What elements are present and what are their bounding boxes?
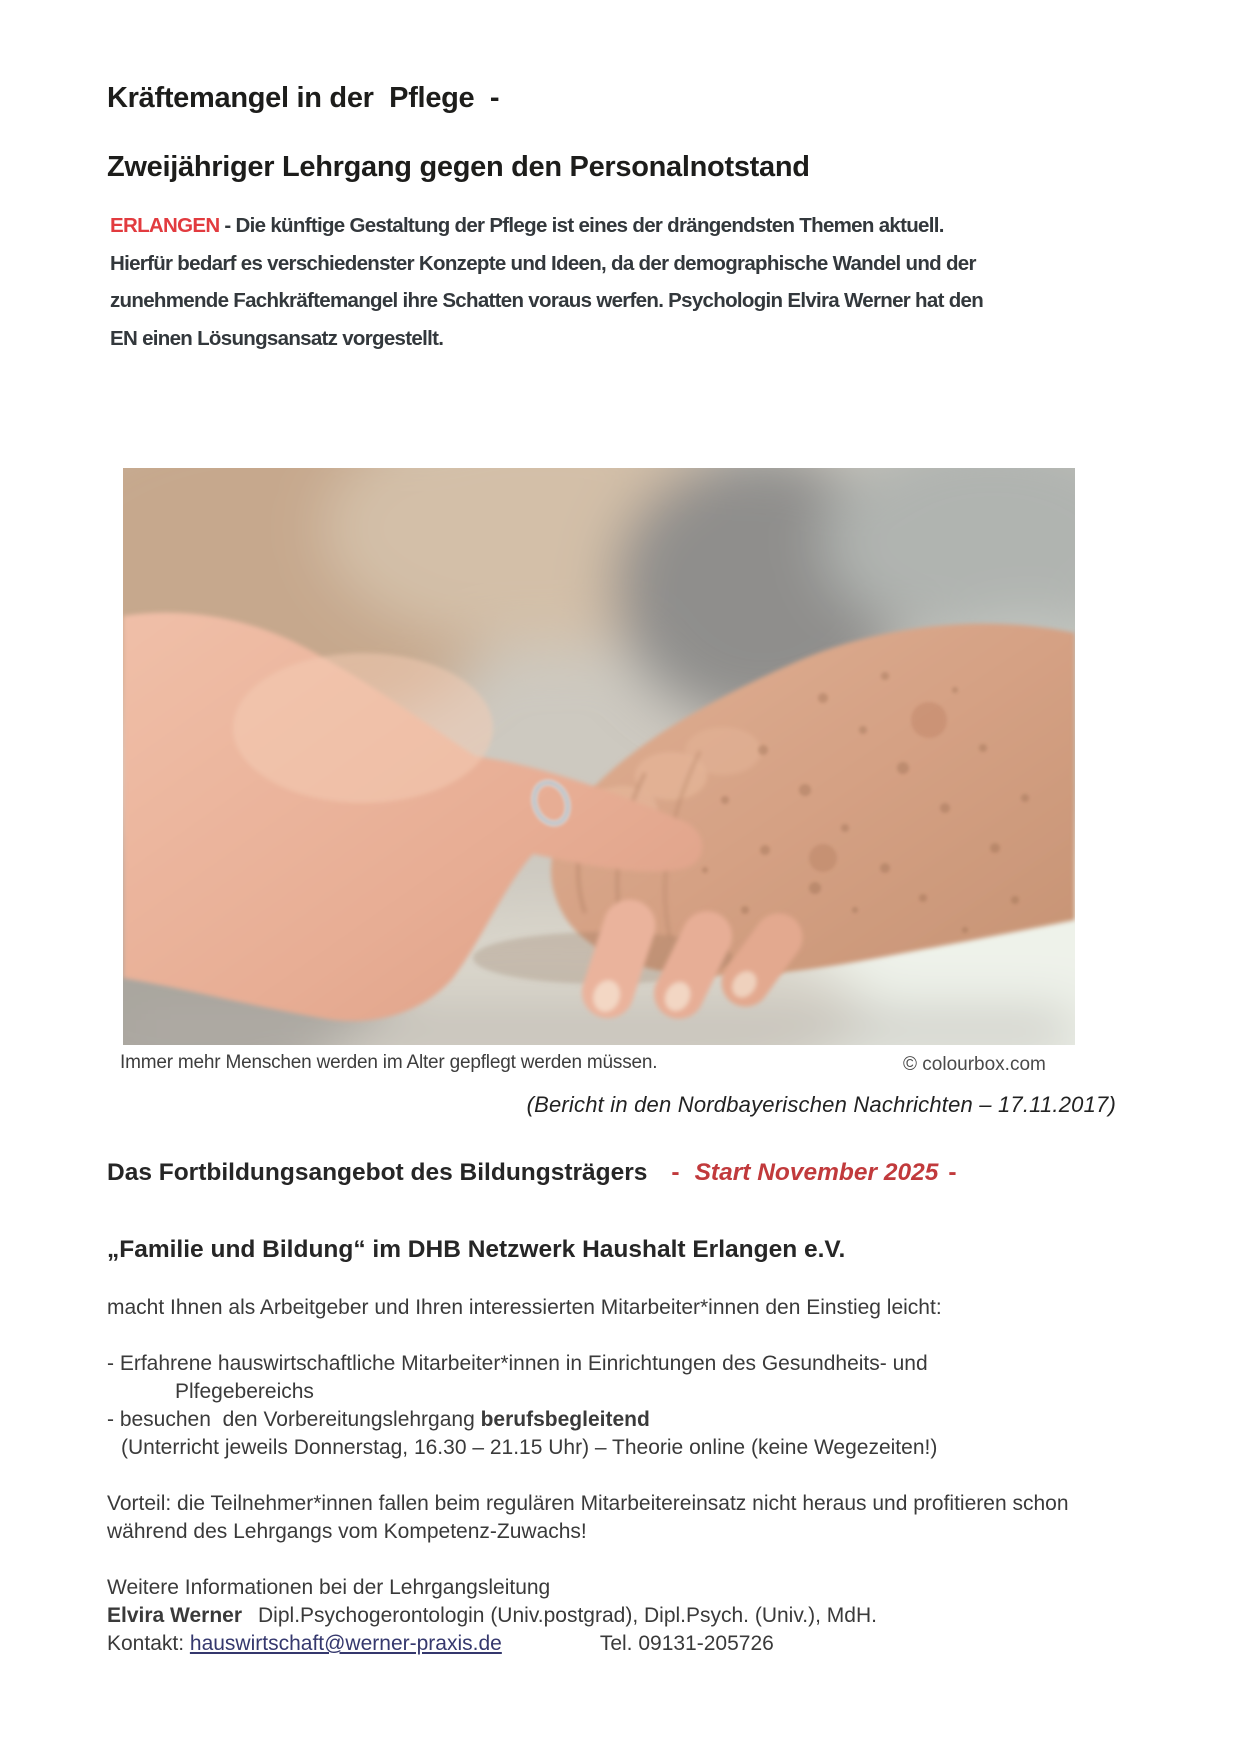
kontakt-label: Kontakt: xyxy=(107,1632,190,1655)
bullet-item-1: - Erfahrene hauswirtschaftliche Mitarbeiter*innen in Einrichtungen des Gesundheits- und xyxy=(107,1352,928,1375)
bullet-item-2 xyxy=(107,1406,1137,1434)
lead-paragraph xyxy=(110,207,1002,357)
benefit-paragraph: Vorteil: die Teilnehmer*innen fallen beim regulären Mitarbeitereinsatz nicht heraus und profitieren schon während des Lehrgangs vom Kompetenz-Zuwachs! xyxy=(107,1492,1069,1543)
phone-number: Tel. 09131-205726 xyxy=(599,1632,774,1655)
lead-text: - Die künftige Gestaltung der Pflege ist eines der drängendsten Themen aktuell. Hierfür bedarf es verschiedenster Konzepte und Ideen, da der demographische Wandel und der zunehmende Fachkräftemangel ihre Schatten voraus werfen. Psychologin Elvira Werner hat den EN einen Lösungsansatz vorgestellt. xyxy=(110,214,989,350)
contact-line xyxy=(107,1630,1137,1658)
contact-name-line xyxy=(107,1602,1137,1630)
photo-credit: © colourbox.com xyxy=(903,1054,1046,1075)
offer-subheading: „Familie und Bildung“ im DHB Netzwerk Haushalt Erlangen e.V. xyxy=(107,1236,846,1263)
contact-info-line: Weitere Informationen bei der Lehrgangsleitung xyxy=(107,1576,551,1599)
location-label: ERLANGEN xyxy=(110,214,220,237)
email-link[interactable]: hauswirtschaft@werner-praxis.de xyxy=(189,1632,502,1655)
offer-heading-dash: - xyxy=(671,1159,680,1186)
offer-bullet-list xyxy=(107,1350,1137,1462)
offer-heading xyxy=(107,1159,972,1187)
article-photo xyxy=(123,468,1075,1045)
article-title-line2: Zweijähriger Lehrgang gegen den Personalnotstand xyxy=(107,151,810,183)
offer-heading-start-date: Start November 2025 xyxy=(694,1159,939,1186)
article-title-line1: Kräftemangel in der Pflege - xyxy=(107,82,500,114)
offer-heading-black: Das Fortbildungsangebot des Bildungsträgers xyxy=(107,1159,648,1186)
bullet-item-1-cont: Plfegebereichs xyxy=(175,1380,314,1403)
bullet-item-2-cont: (Unterricht jeweils Donnerstag, 16.30 – 21.15 Uhr) – Theorie online (keine Wegezeiten!) xyxy=(121,1436,938,1459)
bullet-item-2-text: - besuchen den Vorbereitungslehrgang xyxy=(107,1408,481,1431)
photo-caption: Immer mehr Menschen werden im Alter gepflegt werden müssen. xyxy=(120,1052,658,1073)
contact-name: Elvira Werner xyxy=(107,1604,243,1627)
offer-intro: macht Ihnen als Arbeitgeber und Ihren interessierten Mitarbeiter*innen den Einstieg leicht: xyxy=(107,1296,942,1319)
contact-qualifications: Dipl.Psychogerontologin (Univ.postgrad), Dipl.Psych. (Univ.), MdH. xyxy=(258,1604,877,1627)
bullet-item-2-bold: berufsbegleitend xyxy=(480,1408,650,1431)
hands-photo-illustration xyxy=(123,468,1075,1045)
offer-heading-dash-end: - xyxy=(948,1159,957,1186)
source-note: (Bericht in den Nordbayerischen Nachrichten – 17.11.2017) xyxy=(526,1092,1116,1117)
